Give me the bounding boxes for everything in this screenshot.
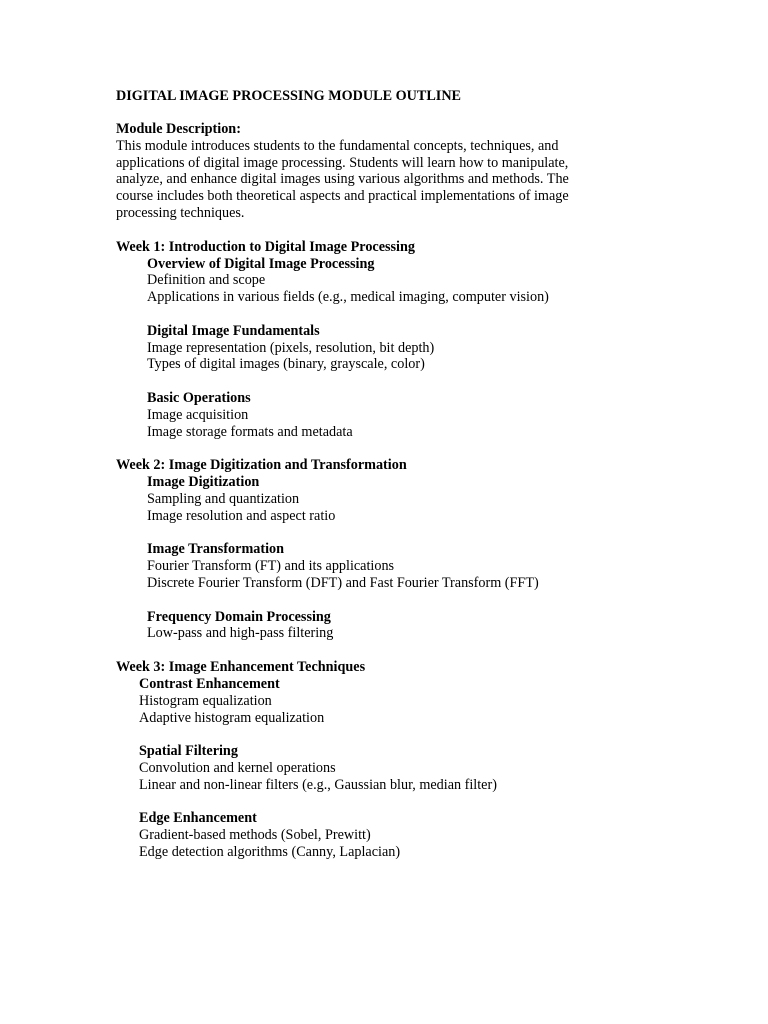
week-2 bbox=[116, 457, 636, 642]
section-item: Image acquisition bbox=[147, 406, 249, 423]
section bbox=[147, 541, 636, 591]
section-item: Histogram equalization bbox=[139, 692, 272, 709]
section-item: Adaptive histogram equalization bbox=[139, 709, 325, 726]
section-item: Sampling and quantization bbox=[147, 490, 300, 507]
module-description-heading: Module Description: bbox=[116, 121, 241, 137]
section-item: Low-pass and high-pass filtering bbox=[147, 625, 334, 642]
section bbox=[147, 474, 636, 524]
section bbox=[147, 609, 636, 643]
section-item: Image storage formats and metadata bbox=[147, 423, 353, 440]
section bbox=[139, 676, 636, 726]
section-item: Types of digital images (binary, grayscale, color) bbox=[147, 356, 425, 373]
section-item: Image representation (pixels, resolution, bit depth) bbox=[147, 339, 435, 356]
section-title: Image Transformation bbox=[147, 541, 285, 558]
section bbox=[139, 810, 636, 860]
week-title: Week 1: Introduction to Digital Image Processing bbox=[116, 238, 415, 255]
section-title: Image Digitization bbox=[147, 474, 260, 491]
section bbox=[147, 390, 636, 440]
description-line: processing techniques. bbox=[116, 204, 245, 221]
module-description-text bbox=[116, 138, 636, 222]
description-line: course includes both theoretical aspects and practical implementations of image bbox=[116, 188, 569, 205]
week-title: Week 3: Image Enhancement Techniques bbox=[116, 659, 366, 676]
document-title: DIGITAL IMAGE PROCESSING MODULE OUTLINE bbox=[116, 88, 462, 104]
description-line: applications of digital image processing. Students will learn how to manipulate, bbox=[116, 154, 569, 171]
section-item: Convolution and kernel operations bbox=[139, 759, 336, 776]
week-1 bbox=[116, 239, 636, 441]
section bbox=[139, 743, 636, 793]
section-title: Frequency Domain Processing bbox=[147, 608, 331, 625]
description-line: analyze, and enhance digital images using various algorithms and methods. The bbox=[116, 171, 569, 188]
section-item: Gradient-based methods (Sobel, Prewitt) bbox=[139, 827, 371, 844]
section-item: Definition and scope bbox=[147, 272, 266, 289]
section-item: Edge detection algorithms (Canny, Laplacian) bbox=[139, 843, 401, 860]
section-item: Linear and non-linear filters (e.g., Gaussian blur, median filter) bbox=[139, 776, 497, 793]
section bbox=[147, 256, 636, 306]
section-title: Overview of Digital Image Processing bbox=[147, 255, 375, 272]
section-title: Basic Operations bbox=[147, 389, 251, 406]
week-title: Week 2: Image Digitization and Transformation bbox=[116, 457, 407, 474]
section-item: Image resolution and aspect ratio bbox=[147, 507, 336, 524]
description-line: This module introduces students to the fundamental concepts, techniques, and bbox=[116, 137, 559, 154]
section-title: Spatial Filtering bbox=[139, 743, 238, 760]
section-title: Edge Enhancement bbox=[139, 810, 257, 827]
section-title: Digital Image Fundamentals bbox=[147, 322, 320, 339]
week-3 bbox=[116, 659, 636, 861]
section-item: Fourier Transform (FT) and its applications bbox=[147, 558, 395, 575]
section-item: Discrete Fourier Transform (DFT) and Fast Fourier Transform (FFT) bbox=[147, 574, 539, 591]
document-page bbox=[116, 88, 636, 861]
section-title: Contrast Enhancement bbox=[139, 675, 280, 692]
section-item: Applications in various fields (e.g., medical imaging, computer vision) bbox=[147, 289, 549, 306]
section bbox=[147, 323, 636, 373]
